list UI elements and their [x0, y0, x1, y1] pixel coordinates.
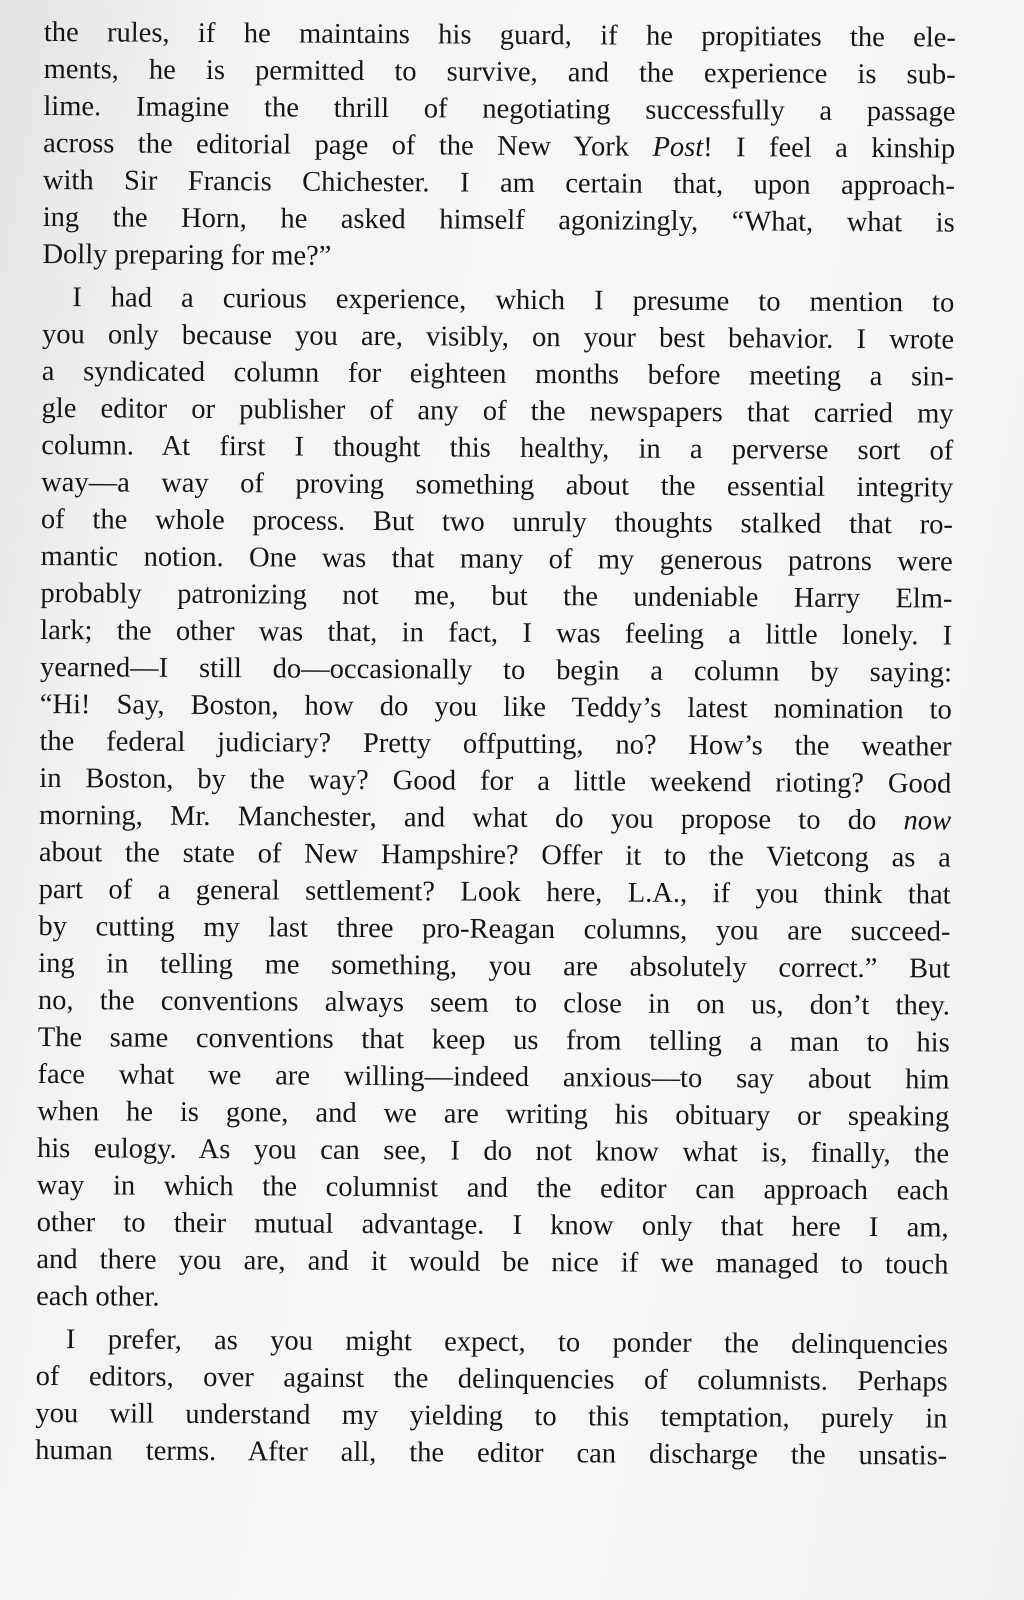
text-line: probably patronizing not me, but the undeniable Harry Elm- — [40, 577, 953, 615]
text-line-with-italic: morning, Mr. Manchester, and what do you propose to do now — [39, 799, 952, 837]
text-line-with-italic: across the editorial page of the New York Post! I feel a kinship — [43, 127, 956, 165]
text-line: each other. — [36, 1280, 160, 1313]
text-line: gle editor or publisher of any of the newspapers that carried my — [41, 392, 954, 430]
text-line: way—a way of proving something about the essential integrity — [41, 466, 954, 504]
paragraph-2 — [36, 279, 954, 1321]
text-line: I prefer, as you might expect, to ponder the delinquencies — [65, 1324, 948, 1361]
text-line: lime. Imagine the thrill of negotiating successfully a passage — [43, 90, 956, 128]
text-line: ing the Horn, he asked himself agonizingly, “What, what is — [42, 201, 955, 239]
text-line: yearned—I still do—occasionally to begin a column by saying: — [39, 651, 953, 689]
text-line: when he is gone, and we are writing his obituary or speaking — [37, 1095, 950, 1133]
paragraph-3 — [35, 1321, 948, 1475]
text-line: way in which the columnist and the editor can approach each — [36, 1169, 949, 1207]
italic-word: now — [903, 805, 952, 837]
text-line: by cutting my last three pro-Reagan columns, you are succeed- — [38, 910, 951, 948]
text-line: “Hi! Say, Boston, how do you like Teddy’s latest nomination to — [39, 688, 952, 726]
text-line: human terms. After all, the editor can discharge the unsatis- — [35, 1434, 948, 1472]
text-line: ing in telling me something, you are absolutely correct.” But — [38, 947, 951, 985]
text-line: other to their mutual advantage. I know only that here I am, — [36, 1206, 949, 1244]
text-line: and there you are, and it would be nice if we managed to touch — [36, 1243, 949, 1281]
text-line: I had a curious experience, which I presume to mention to — [72, 282, 955, 319]
book-page — [35, 14, 956, 1475]
text-line: you will understand my yielding to this temptation, purely in — [35, 1397, 948, 1435]
italic-word: Post — [652, 131, 704, 164]
text-line: of editors, over against the delinquencies of columnists. Perhaps — [35, 1360, 948, 1398]
text-line: in Boston, by the way? Good for a little weekend rioting? Good — [39, 762, 952, 800]
text-line: you only because you are, visibly, on your best behavior. I wrote — [41, 318, 955, 356]
text-line: the rules, if he maintains his guard, if he propitiates the ele- — [43, 16, 956, 54]
text-line: ments, he is permitted to survive, and the experience is sub- — [43, 53, 956, 91]
text-line: lark; the other was that, in fact, I was feeling a little lonely. I — [40, 614, 953, 652]
text-line: about the state of New Hampshire? Offer it to the Vietcong as a — [38, 836, 951, 874]
text-line: of the whole process. But two unruly thoughts stalked that ro- — [40, 503, 953, 541]
paragraph-1 — [42, 14, 956, 279]
text-line: part of a general settlement? Look here, L.A., if you think that — [38, 873, 951, 911]
text-line: with Sir Francis Chichester. I am certain that, upon approach- — [42, 164, 956, 202]
text-line: face what we are willing—indeed anxious—to say about him — [37, 1058, 950, 1096]
text-line: his eulogy. As you can see, I do not know what is, finally, the — [36, 1132, 950, 1170]
text-line: column. At first I thought this healthy, in a perverse sort of — [41, 429, 954, 467]
text-line: the federal judiciary? Pretty offputting, no? How’s the weather — [39, 725, 952, 763]
text-line: The same conventions that keep us from telling a man to his — [37, 1021, 950, 1059]
text-line: no, the conventions always seem to close in on us, don’t they. — [37, 984, 951, 1022]
text-line: Dolly preparing for me?” — [42, 238, 332, 272]
text-line: mantic notion. One was that many of my generous patrons were — [40, 540, 953, 578]
text-line: a syndicated column for eighteen months before meeting a sin- — [41, 355, 954, 393]
